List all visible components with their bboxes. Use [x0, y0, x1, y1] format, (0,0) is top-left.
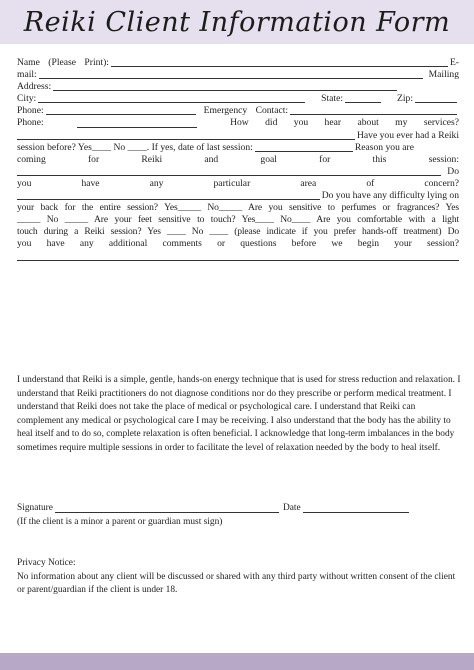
minor-note: (If the client is a minor a parent or guardian must sign)	[17, 516, 223, 527]
address-label: Address:	[17, 81, 52, 93]
date-field[interactable]	[303, 512, 409, 513]
title-banner	[0, 0, 474, 44]
zip-field[interactable]	[415, 102, 457, 103]
feet-row	[17, 214, 459, 226]
goal-row	[17, 166, 459, 178]
difficulty-label: Do you have any difficulty lying on	[321, 190, 459, 202]
date-label: Date	[282, 503, 301, 513]
mailing-label: Mailing	[428, 69, 459, 81]
phone2-row	[17, 117, 459, 129]
name-label: Name (Please Print):	[17, 57, 109, 68]
signature-row	[17, 502, 461, 516]
state-label: State:	[321, 93, 343, 105]
how-hear-field[interactable]	[17, 139, 355, 140]
email-field[interactable]	[39, 78, 423, 79]
privacy-text: No information about any client will be discussed or shared with any third party without written consent of the client or parent/guardian if the client is under 18.	[17, 571, 456, 596]
phone-field[interactable]	[46, 114, 196, 115]
do-label: Do	[447, 165, 459, 177]
comments-field[interactable]	[17, 260, 459, 261]
signature-label: Signature	[17, 503, 53, 513]
city-row	[17, 93, 459, 105]
phone-label: Phone:	[17, 105, 44, 117]
questions-label: you have any additional comments or questions before we begin your session?	[17, 238, 459, 250]
phone-row	[17, 105, 459, 117]
name-field[interactable]	[111, 66, 448, 67]
city-label: City:	[17, 93, 37, 105]
client-info-fields	[17, 57, 459, 263]
consent-paragraph: I understand that Reiki is a simple, gentle, hands-on energy technique that is used for stress reduction and relaxation. I understand that Reiki practitioners do not diagnose conditions nor do they prescribe or perform medical treatment. I understand that Reiki does not take the place of medical or psychological care. I understand that Reiki can complement any medical or psychological care I may be receiving. I also understand that the body has the ability to heal itself and to do so, complete relaxation is often beneficial. I acknowledge that long-term imbalances in the body sometimes require multiple sessions in order to facilitate the level of relaxation needed by the body to heal itself.	[17, 375, 461, 453]
form-title: Reiki Client Information Form	[23, 6, 451, 38]
concern-row	[17, 178, 459, 190]
emergency-contact-field[interactable]	[290, 114, 457, 115]
concern-label: you have any particular area of concern?	[17, 177, 459, 189]
zip-label: Zip:	[397, 93, 413, 105]
touch-row	[17, 226, 459, 238]
feet-label: _____ No _____ Are your feet sensitive to touch? Yes____ No____ Are you comfortable with a light	[17, 214, 459, 226]
last-session-date-field[interactable]	[255, 151, 353, 152]
difficulty-row	[17, 190, 459, 202]
questions-row	[17, 238, 459, 250]
phone2-field[interactable]	[77, 127, 197, 128]
phone2-label: Phone:	[17, 117, 44, 129]
privacy-heading: Privacy Notice:	[17, 558, 76, 568]
prev-session-label: Have you ever had a Reiki	[356, 129, 459, 141]
touch-label: touch during a Reiki session? Yes ____ No ____ (please indicate if you prefer hands-off treatment) Do	[17, 226, 459, 238]
comments-row	[17, 251, 459, 263]
signature-section	[17, 502, 461, 529]
coming-row	[17, 154, 459, 166]
reason-label: Reason you are	[354, 141, 414, 153]
state-field[interactable]	[345, 102, 381, 103]
address-field[interactable]	[53, 90, 397, 91]
emergency-contact-label: Emergency Contact:	[203, 105, 289, 117]
session-before-row	[17, 142, 459, 154]
email-row	[17, 69, 459, 81]
how-hear-row	[17, 130, 459, 142]
goal-field[interactable]	[17, 175, 441, 176]
name-row	[17, 57, 459, 69]
address-row	[17, 81, 459, 93]
email-label-prefix: E-	[449, 57, 459, 68]
back-label: your back for the entire session? Yes_____ No_____ Are you sensitive to perfumes or fragrances? Yes	[17, 202, 459, 214]
city-field[interactable]	[38, 102, 305, 103]
session-before-label: session before? Yes____ No ____. If yes, date of last session:	[17, 141, 253, 153]
how-hear-label: How did you hear about my services?	[230, 117, 459, 129]
privacy-section	[17, 557, 461, 598]
signature-field[interactable]	[55, 512, 279, 513]
email-label: mail:	[17, 69, 37, 81]
footer-band	[0, 653, 474, 670]
concern-field[interactable]	[17, 199, 320, 200]
back-row	[17, 202, 459, 214]
coming-label: coming for Reiki and goal for this session:	[17, 153, 459, 165]
